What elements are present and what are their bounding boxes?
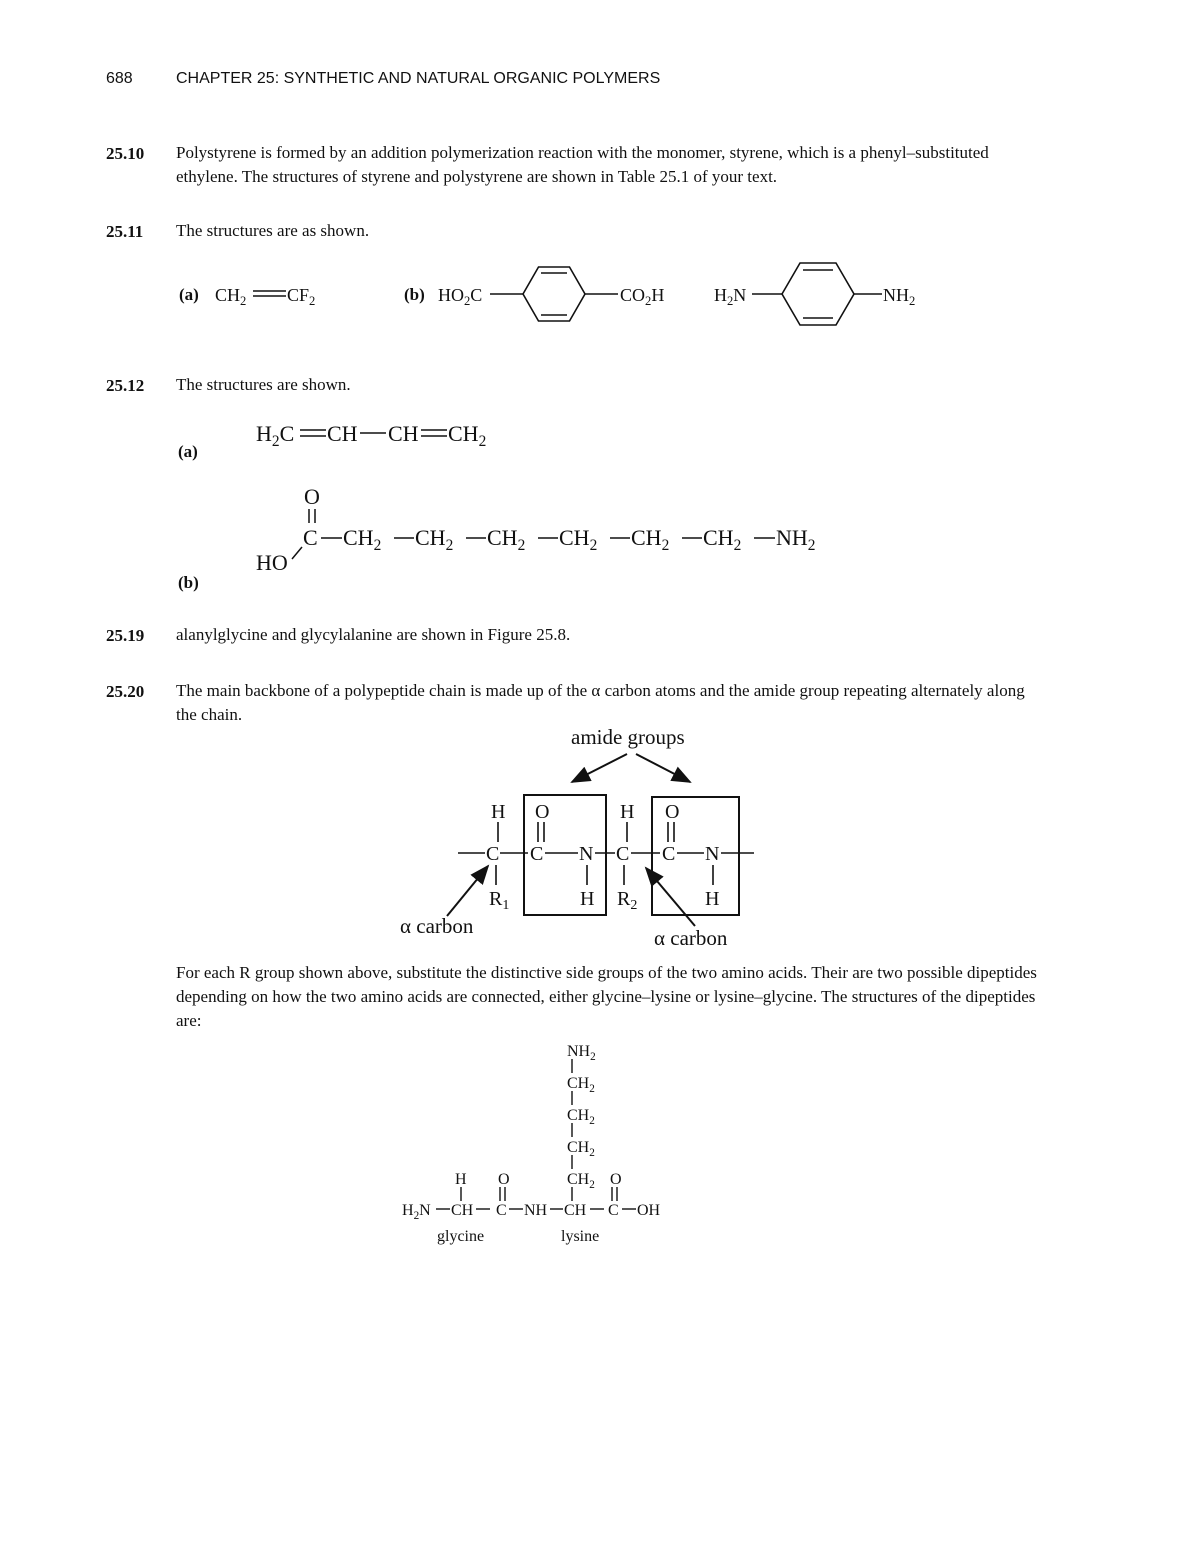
svg-text:CH: CH — [564, 1202, 587, 1219]
svg-text:H2N: $H_2N$ — [714, 285, 747, 308]
svg-text:H: H — [455, 1171, 467, 1188]
part-label: (a) — [178, 442, 198, 461]
formula-ch2: $CH_2$ — [215, 285, 247, 308]
problem-paragraph: For each R group shown above, substitute the distinctive side groups of the two amino acids. Their are two possible dipeptides depending on how the two amino acids are connected, either glycine–lysine or lysine–glycine. The structures of the dipeptides are: — [176, 963, 1037, 1030]
svg-text:CH2: $CH_2$ — [567, 1171, 595, 1191]
svg-text:CH2: $CH_2$ — [567, 1139, 595, 1159]
svg-text:H: H — [580, 888, 595, 910]
glycine-label: glycine — [437, 1228, 485, 1245]
page-number: 688 — [106, 70, 133, 87]
svg-text:CO2H: $CO_2H$ — [620, 285, 665, 308]
svg-text:C: C — [608, 1202, 619, 1219]
lysine-label: lysine — [561, 1228, 600, 1245]
formula-cf2: $CF_2$ — [287, 285, 316, 308]
problem-text: The structures are as shown. — [176, 221, 370, 240]
svg-text:CH2: $CH_2$ — [567, 1107, 595, 1127]
part-label: (b) — [178, 573, 199, 592]
problem-text: The main backbone of a polypeptide chain is made up of the α carbon atoms and the amide group repeating alternately along the chain. — [176, 681, 1025, 724]
svg-text:CH2: $CH_2$ — [631, 525, 670, 554]
structures-25-12-figure — [0, 410, 1200, 590]
svg-text:O: O — [304, 484, 320, 509]
svg-text:CH2: $CH_2$ — [448, 421, 487, 450]
svg-text:NH: NH — [524, 1202, 548, 1219]
problem-text: Polystyrene is formed by an addition polymerization reaction with the monomer, styrene, which is a phenyl–substituted ethylene. The structures of styrene and polystyrene are shown in Table 25.1 of your text. — [176, 143, 989, 186]
svg-text:CH: CH — [388, 421, 419, 446]
svg-text:CH2: $CH_2$ — [415, 525, 454, 554]
svg-text:H: H — [491, 801, 506, 823]
alpha-carbon-label: α carbon — [400, 914, 474, 938]
svg-text:N: N — [579, 843, 594, 865]
polypeptide-backbone-figure — [0, 720, 1200, 960]
alpha-carbon-label: α carbon — [654, 926, 728, 950]
svg-text:CH2: $CH_2$ — [703, 525, 742, 554]
svg-text:NH2: $NH_2$ — [883, 285, 916, 308]
svg-text:H2N: $H_2N$ — [402, 1202, 431, 1222]
svg-text:O: O — [535, 801, 550, 823]
chapter-title: CHAPTER 25: SYNTHETIC AND NATURAL ORGANIC POLYMERS — [176, 70, 661, 87]
svg-text:OH: OH — [637, 1202, 661, 1219]
problem-number: 25.11 — [106, 222, 144, 241]
svg-text:O: O — [498, 1171, 510, 1188]
svg-text:H: H — [620, 801, 635, 823]
monomer-structures-figure — [0, 250, 1200, 340]
svg-text:CH2: $CH_2$ — [343, 525, 382, 554]
svg-text:C: C — [530, 843, 544, 865]
problem-text: The structures are shown. — [176, 375, 351, 394]
part-label: (a) — [179, 285, 199, 304]
svg-text:N: N — [705, 843, 720, 865]
part-label: (b) — [404, 285, 425, 304]
svg-text:H: H — [705, 888, 720, 910]
svg-text:H2C: $H_2C$ — [256, 421, 295, 450]
problem-number: 25.20 — [106, 682, 145, 701]
svg-text:C: C — [486, 843, 500, 865]
svg-text:NH2: $NH_2$ — [776, 525, 816, 554]
svg-text:HO2C: $HO_2C$ — [438, 285, 483, 308]
svg-text:CH: CH — [451, 1202, 474, 1219]
problem-text: alanylglycine and glycylalanine are shown in Figure 25.8. — [176, 625, 571, 644]
svg-text:R1: $R_1$ — [489, 888, 510, 913]
svg-text:CH: CH — [327, 421, 358, 446]
dipeptide-figure — [0, 1035, 1200, 1255]
problem-number: 25.10 — [106, 144, 145, 163]
svg-text:NH2: $NH_2$ — [567, 1043, 596, 1063]
svg-text:C: C — [616, 843, 630, 865]
svg-text:HO: HO — [256, 550, 288, 575]
svg-text:CH2: $CH_2$ — [487, 525, 526, 554]
svg-text:O: O — [665, 801, 680, 823]
svg-text:O: O — [610, 1171, 622, 1188]
svg-text:CH2: $CH_2$ — [567, 1075, 595, 1095]
svg-text:C: C — [496, 1202, 507, 1219]
svg-text:CH2: $CH_2$ — [559, 525, 598, 554]
svg-text:C: C — [303, 525, 318, 550]
svg-text:C: C — [662, 843, 676, 865]
svg-text:R2: $R_2$ — [617, 888, 638, 913]
amide-groups-label: amide groups — [571, 725, 685, 749]
benzene-ring-icon — [782, 263, 854, 325]
problem-number: 25.19 — [106, 626, 145, 645]
benzene-ring-icon — [523, 267, 585, 321]
problem-number: 25.12 — [106, 376, 145, 395]
